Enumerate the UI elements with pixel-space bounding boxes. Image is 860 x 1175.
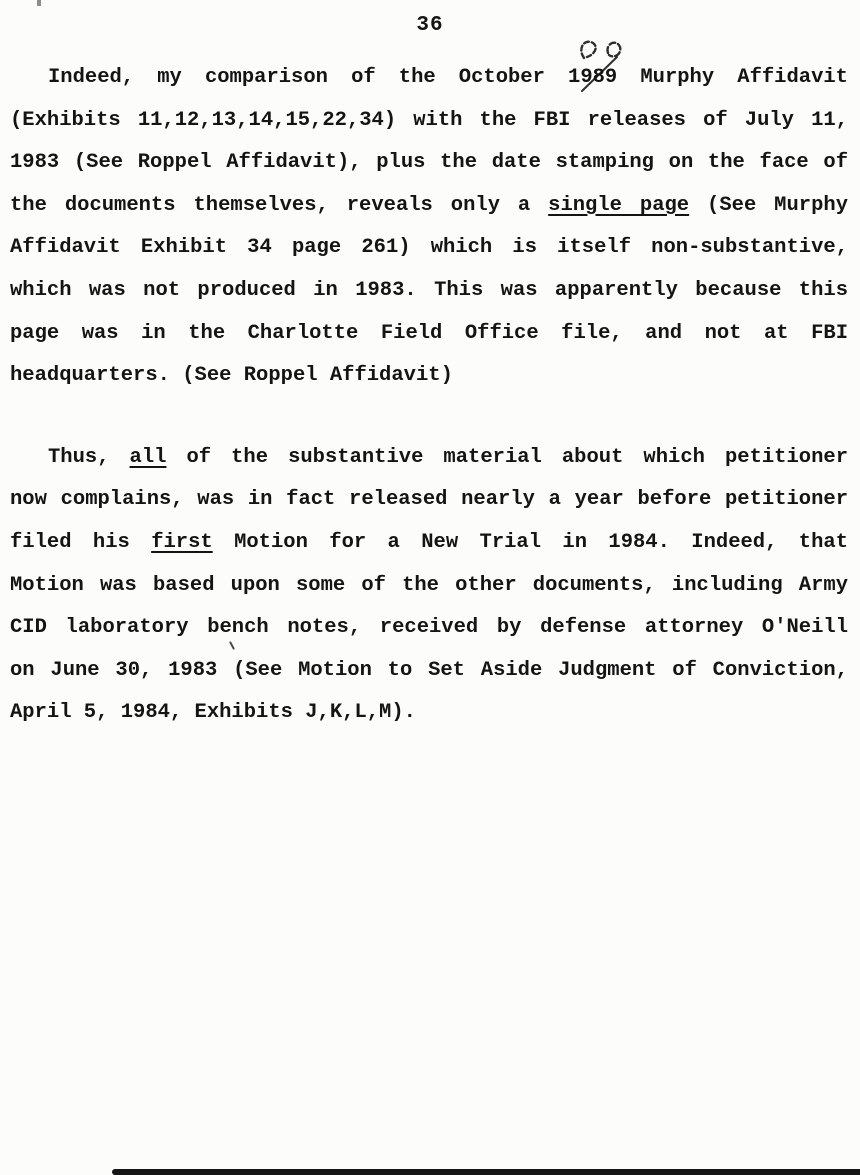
text-segment: (Exhibits 11,12,13,14,15,22,34) with the FBI releases of July 11, [10,108,848,132]
underlined-text: all [129,445,167,469]
text-segment: Affidavit Exhibit 34 page 261) which is itself non-substantive, [10,236,848,260]
underlined-text: single page [548,193,690,217]
document-body [10,57,848,735]
text-line [10,142,848,185]
text-line [10,650,848,693]
scan-speck-icon [37,0,41,6]
text-line [10,565,848,608]
text-segment: April 5, 1984, Exhibits J,K,L,M). [10,701,416,725]
scan-edge-bar [112,1169,860,1175]
text-line [10,313,848,356]
text-segment: page was in the Charlotte Field Office file, and not at FBI [10,321,848,345]
text-line [10,692,848,735]
text-line [10,355,848,398]
text-line [10,522,848,565]
text-line [10,185,848,228]
text-segment: now complains, was in fact released nearly a year before petitioner [10,488,848,512]
text-line [10,437,848,480]
text-line [10,479,848,522]
text-line [10,270,848,313]
page-number: 36 [416,14,444,37]
text-line [10,227,848,270]
text-segment: filed his [10,530,152,554]
text-line [10,607,848,650]
text-segment: the documents themselves, reveals only a [10,193,549,217]
text-segment: 1983 (See Roppel Affidavit), plus the date stamping on the face of [10,151,848,175]
text-segment: (See Murphy [689,193,848,217]
text-line [10,100,848,143]
text-line [10,57,848,100]
text-segment: which was not produced in 1983. This was apparently because this [10,278,848,302]
text-segment: Thus, [48,445,130,469]
underlined-text: first [151,530,213,554]
text-segment: Motion was based upon some of the other documents, including Army [10,573,848,597]
text-segment: headquarters. (See Roppel Affidavit) [10,364,453,388]
text-segment: Motion for a New Trial in 1984. Indeed, that [212,530,848,554]
paragraph [10,437,848,735]
text-segment: CID laboratory bench notes, received by defense attorney O'Neill [10,616,848,640]
paragraph [10,57,848,398]
text-segment: on June 30, 1983 (See Motion to Set Aside Judgment of Conviction, [10,658,848,682]
text-segment: Indeed, my comparison of the October 1989 Murphy Affidavit [48,66,848,89]
text-segment: of the substantive material about which petitioner [166,445,848,469]
